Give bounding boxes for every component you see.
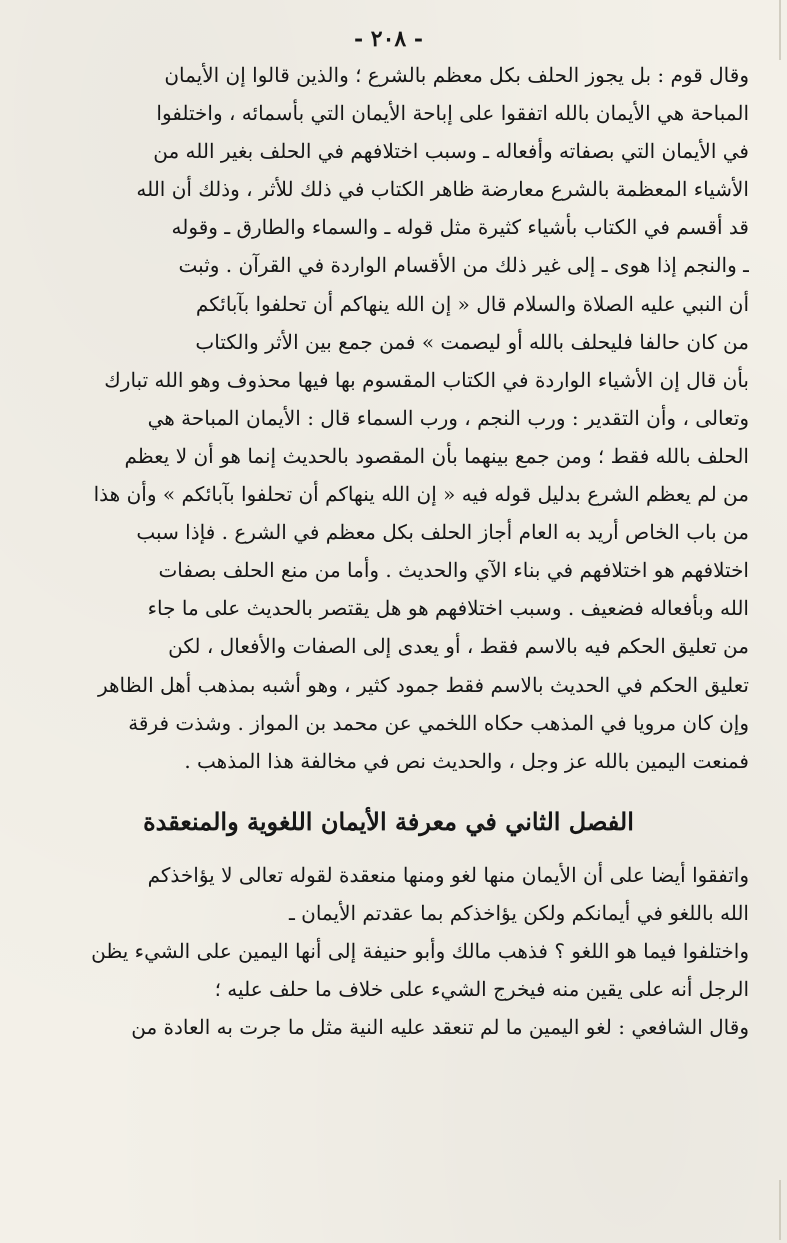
- text-line: أن النبي عليه الصلاة والسلام قال « إن الله ينهاكم أن تحلفوا بآبائكم: [195, 291, 749, 316]
- text-line: فمنعت اليمين بالله عز وجل ، والحديث نص في مخالفة هذا المذهب .: [184, 748, 749, 773]
- text-line: من كان حالفا فليحلف بالله أو ليصمت » فمن جمع بين الأثر والكتاب: [195, 329, 749, 354]
- page-edge-mark: [779, 1180, 781, 1240]
- text-line: الرجل أنه على يقين منه فيخرج الشيء على خلاف ما حلف عليه ؛: [214, 977, 749, 1002]
- text-line: وقال قوم : بل يجوز الحلف بكل معظم بالشرع ؛ والذين قالوا إن الأيمان: [164, 63, 749, 87]
- page-edge-mark: [779, 0, 781, 60]
- text-line: واتفقوا أيضا على أن الأيمان منها لغو ومنها منعقدة لقوله تعالى لا يؤاخذكم: [147, 862, 749, 887]
- text-line: ـ والنجم إذا هوى ـ إلى غير ذلك من الأقسام الواردة في القرآن . وثبت: [178, 253, 749, 278]
- text-line: اختلافهم هو اختلافهم في بناء الآي والحديث . وأما من منع الحلف بصفات: [158, 558, 749, 583]
- text-line: من باب الخاص أريد به العام أجاز الحلف بكل معظم في الشرع . فإذا سبب: [136, 520, 749, 545]
- page-number: - ٢٠٨ -: [353, 26, 424, 52]
- text-line: الأشياء المعظمة بالشرع معارضة ظاهر الكتاب في ذلك للأثر ، وذلك أن الله: [136, 177, 749, 202]
- paragraph-two: [28, 856, 749, 1046]
- paragraph-one: [28, 56, 749, 780]
- text-line: بأن قال إن الأشياء الواردة في الكتاب المقسوم بها فيها محذوف وهو الله تبارك: [104, 367, 749, 392]
- text-line: المباحة هي الأيمان بالله اتفقوا على إباحة الأيمان التي بأسمائه ، واختلفوا: [156, 101, 749, 126]
- text-line: وتعالى ، وأن التقدير : ورب النجم ، ورب السماء قال : الأيمان المباحة هي: [147, 405, 749, 430]
- text-line: في الأيمان التي بصفاته وأفعاله ـ وسبب اختلافهم في الحلف بغير الله من: [153, 139, 749, 164]
- text-line: من لم يعظم الشرع بدليل قوله فيه « إن الله ينهاكم أن تحلفوا بآبائكم » وأن هذا: [93, 482, 749, 507]
- text-line: قد أقسم في الكتاب بأشياء كثيرة مثل قوله ـ والسماء والطارق ـ وقوله: [171, 215, 749, 240]
- text-line: الله وبأفعاله فضعيف . وسبب اختلافهم هو هل يقتصر بالحديث على ما جاء: [147, 596, 749, 621]
- text-line: واختلفوا فيما هو اللغو ؟ فذهب مالك وأبو حنيفة إلى أنها اليمين على الشيء يظن: [91, 938, 749, 963]
- text-line: وقال الشافعي : لغو اليمين ما لم تنعقد عليه النية مثل ما جرت به العادة من: [131, 1015, 749, 1040]
- text-line: الله باللغو في أيمانكم ولكن يؤاخذكم بما عقدتم الأيمان ـ: [288, 900, 749, 925]
- text-line: الحلف بالله فقط ؛ ومن جمع بينهما بأن المقصود بالحديث إنما هو أن لا يعظم: [124, 443, 749, 468]
- text-line: وإن كان مرويا في المذهب حكاه اللخمي عن محمد بن المواز . وشذت فرقة: [128, 710, 749, 735]
- text-line: من تعليق الحكم فيه بالاسم فقط ، أو يعدى إلى الصفات والأفعال ، لكن: [168, 634, 749, 659]
- text-line: تعليق الحكم في الحديث بالاسم فقط جمود كثير ، وهو أشبه بمذهب أهل الظاهر: [97, 672, 749, 697]
- section-heading: الفصل الثاني في معرفة الأيمان اللغوية والمنعقدة: [143, 806, 634, 836]
